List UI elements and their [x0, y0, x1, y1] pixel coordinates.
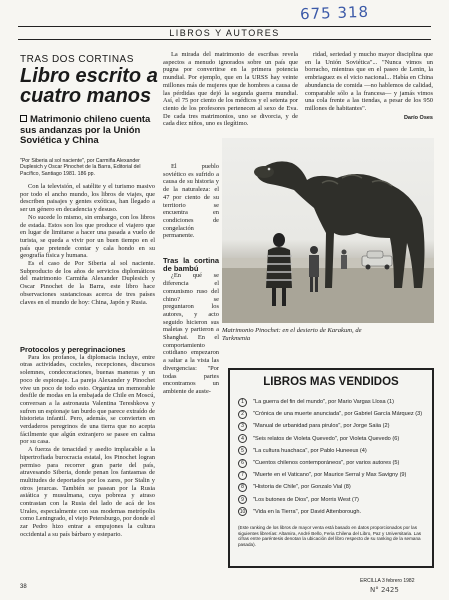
- article-kicker: TRAS DOS CORTINAS: [20, 54, 134, 65]
- bestseller-text: "Crónica de una muerte anunciada", por Gabriel García Márquez (3): [253, 411, 423, 418]
- bestseller-text: "La cultura huachaca", por Pablo Huneeus (4): [253, 447, 367, 454]
- bestseller-text: "Vida en la Tierra", por David Attenborough.: [253, 508, 362, 515]
- bestseller-item: [238, 481, 430, 493]
- paragraph: Para los profanos, la diplomacia incluye, entre otras actividades, cocteles, recepciones, discursos solemnes, condecoraciones, buenas maneras y un poco de espionaje. La pareja Alexander y Pinochet vive un poco de todo esto. Organiza un memorable desfile de modas en la embajada de Chile en Moscú, conversan a la astronauta Valentina Tereshkova y sufren un espionaje tan burdo que parece extraído de historieta infantil. Pero, además, se convierten en verdaderos peregrinos de una tierra que no acepta fácilmente que algún extranjero se pasee en calma por su casa.: [20, 353, 155, 446]
- book-credit: "Por Siberia al sol naciente", por Carmiña Alexander Duplesich y Oscar Pinochet de la Barra, Editorial del Pacífico, Santiago 1981. 186 pp.: [20, 158, 141, 177]
- rank-badge: 7: [238, 471, 247, 480]
- bestseller-item: [238, 457, 430, 469]
- rank-badge: 10: [239, 508, 246, 515]
- paragraph: ¿En qué se diferencia el comunismo ruso del chino? se preguntaron los autores, y acto seguido hicieron sus maletas y partieron a Shanghai. En el comportamiento cotidiano empezaron a saltar a la vista las divergencias: "Por todas partes encontramos un ambiente de auste-: [163, 272, 219, 395]
- column-1-bottom: [20, 343, 155, 539]
- camel-desert-photo: [222, 138, 434, 323]
- subhead-text: Matrimonio chileno cuenta sus andanzas por la Unión Soviética y China: [20, 114, 151, 146]
- bestseller-text: "Seis relatos de Violeta Quevedo", por Violeta Quevedo (6): [253, 435, 400, 442]
- rank-badge: 4: [238, 434, 247, 443]
- paragraph: El pueblo soviético es sufrido a causa de su historia y de la naturaleza: el 47 por ciento de su territorio se encuentra en condiciones de congelación permanente.: [163, 163, 219, 240]
- paragraph: La mirada del matrimonio de escribas revela aspectos a menudo ignorados sobre un país que pugna por convertirse en la primera potencia mundial. Por ejemplo, que en la URSS hay veinte millones más de mujeres que de hombres a causa de las pérdidas que dejó la segunda guerra mundial. Así, el 75 por ciento de los médicos y el setenta por ciento de los profesores pertenecen al sexo de Eva. De cada tres matrimonios, uno se divorcia, y de cada diez niños, uno es ilegítimo.: [163, 51, 298, 128]
- bestseller-text: "Manual de urbanidad para pirulos", por Jorge Saiia (2): [253, 423, 390, 430]
- article-headline: Libro escrito a cuatro manos: [20, 65, 158, 107]
- paragraph: ridad, seriedad y mucho mayor disciplina que en la Unión Soviética"... "Nunca vimos un borracho, mientras que en el paseo de Lenin, la embriaguez es el vicio nacional... Había en China abundancia de comida —no hablemos de calidad, comparable sólo a la francesa— y jamás vimos una cola frente a las tiendas, a pesar de los 950 millones de habitantes".: [305, 51, 433, 112]
- bestseller-text: "Cuentos chilenos contemporáneos", por varios autores (5): [253, 460, 400, 467]
- bestseller-item: [238, 396, 430, 408]
- column-3-top: [305, 51, 433, 122]
- bestseller-item: [238, 420, 430, 432]
- column-2-narrow: [163, 163, 219, 240]
- bestseller-text: "Historia de Chile", por Gonzalo Vial (8): [253, 484, 351, 491]
- rank-badge: 8: [238, 483, 247, 492]
- bestsellers-list: [238, 396, 430, 518]
- rank-badge: 3: [238, 422, 247, 431]
- section-header: LIBROS Y AUTORES: [18, 26, 431, 40]
- bestseller-item: [238, 445, 430, 457]
- section-subtitle: Tras la cortina de bambú: [163, 256, 219, 273]
- paragraph: No sucede lo mismo, sin embargo, con los libros de estada. Estos son los que produce el viajero que en lugar de limitarse a hacer una pasada a vuelo de turista, se queda a vivir por un buen tiempo en el país que pretende contar y cala hondo en su geografía física y humana.: [20, 213, 155, 260]
- paragraph: Es el caso de Por Siberia al sol naciente. Subproducto de los años de servicios diplomáticos del matrimonio Carmiña Alexander Duplesich y Oscar Pinochet de la Barra, este libro hace observaciones sustanciosas acerca de tres países claves en el mundo de hoy: China, Japón y Rusia.: [20, 260, 155, 306]
- article-subhead: [20, 115, 155, 147]
- rank-badge: 5: [238, 446, 247, 455]
- rank-badge: 1: [238, 398, 247, 407]
- column-1-top: [20, 183, 155, 306]
- author-signature: Darío Oses: [403, 114, 433, 121]
- photo-illustration: [222, 138, 434, 323]
- photo-caption: Matrimonio Pinochet: en el desierto de Karakum, de Turkmenia: [222, 327, 362, 342]
- bestseller-item: [238, 469, 430, 481]
- bestseller-item: [238, 433, 430, 445]
- bestseller-item: [238, 494, 430, 506]
- bestseller-item: [238, 408, 430, 420]
- column-2-narrow-bottom: [163, 254, 219, 396]
- rank-badge: 2: [238, 410, 247, 419]
- page-number: 38: [20, 584, 27, 590]
- bestsellers-footnote: (Este ranking de los libros de mayor venta está basado en datos proporcionados por las siguientes librerías: Altamira, André Bello, Feria Chilena del Libro, Paz y Universitaria. Las cifras entre paréntesis denotan la ubicación del libro respecto de su ranking de la semana pasada).: [238, 525, 422, 547]
- bestseller-item: [238, 506, 430, 518]
- handwritten-archive-number: 675 318: [299, 2, 370, 24]
- section-subtitle: Protocolos y peregrinaciones: [20, 345, 126, 354]
- rank-badge: 9: [238, 495, 247, 504]
- column-2-top: [163, 51, 298, 128]
- issue-date: ERCILLA 3 febrero 1982: [360, 578, 415, 584]
- paragraph: A fuerza de tenacidad y asedio implacable a la hipertrofiada burocracia estatal, los Pinochet logran permiso para recorrer gran parte del país, atravesando Siberia, donde penan los fantasmas de multitudes de deportados por los zares, por Stalin y otros jerarcas. También se pasean por la Rusia asiática y musulmana, cuya pobreza y atraso contrastan con la Rusia del lado de acá de los Urales, especialmente con sus modernas metrópolis como Leningrado, el viejo Petersburgo, por donde el zar Pedro hizo entrar a empujones la cultura occidental a su país bárbaro y estepario.: [20, 446, 155, 538]
- bestsellers-title: LIBROS MAS VENDIDOS: [263, 376, 399, 388]
- bestseller-text: "La guerra del fin del mundo", por Mario Vargas Llosa (1): [253, 399, 394, 406]
- bestseller-text: "Los butones de Dios", por Morris West (7): [253, 496, 359, 503]
- rank-badge: 6: [238, 459, 247, 468]
- bestseller-text: "Muerte en el Vaticano", por Maurice Serral y Max Savigny (9): [253, 472, 407, 479]
- bestsellers-box: [228, 368, 434, 568]
- paragraph: Con la televisión, el satélite y el turismo masivo por todo el ancho mundo, los libros de viajes, que describen paisajes y gentes exóticas, han llegado a ser un género en decadencia y desuso.: [20, 183, 155, 214]
- square-bullet-icon: [20, 115, 27, 122]
- handwritten-issue-number: N° 2425: [370, 586, 399, 594]
